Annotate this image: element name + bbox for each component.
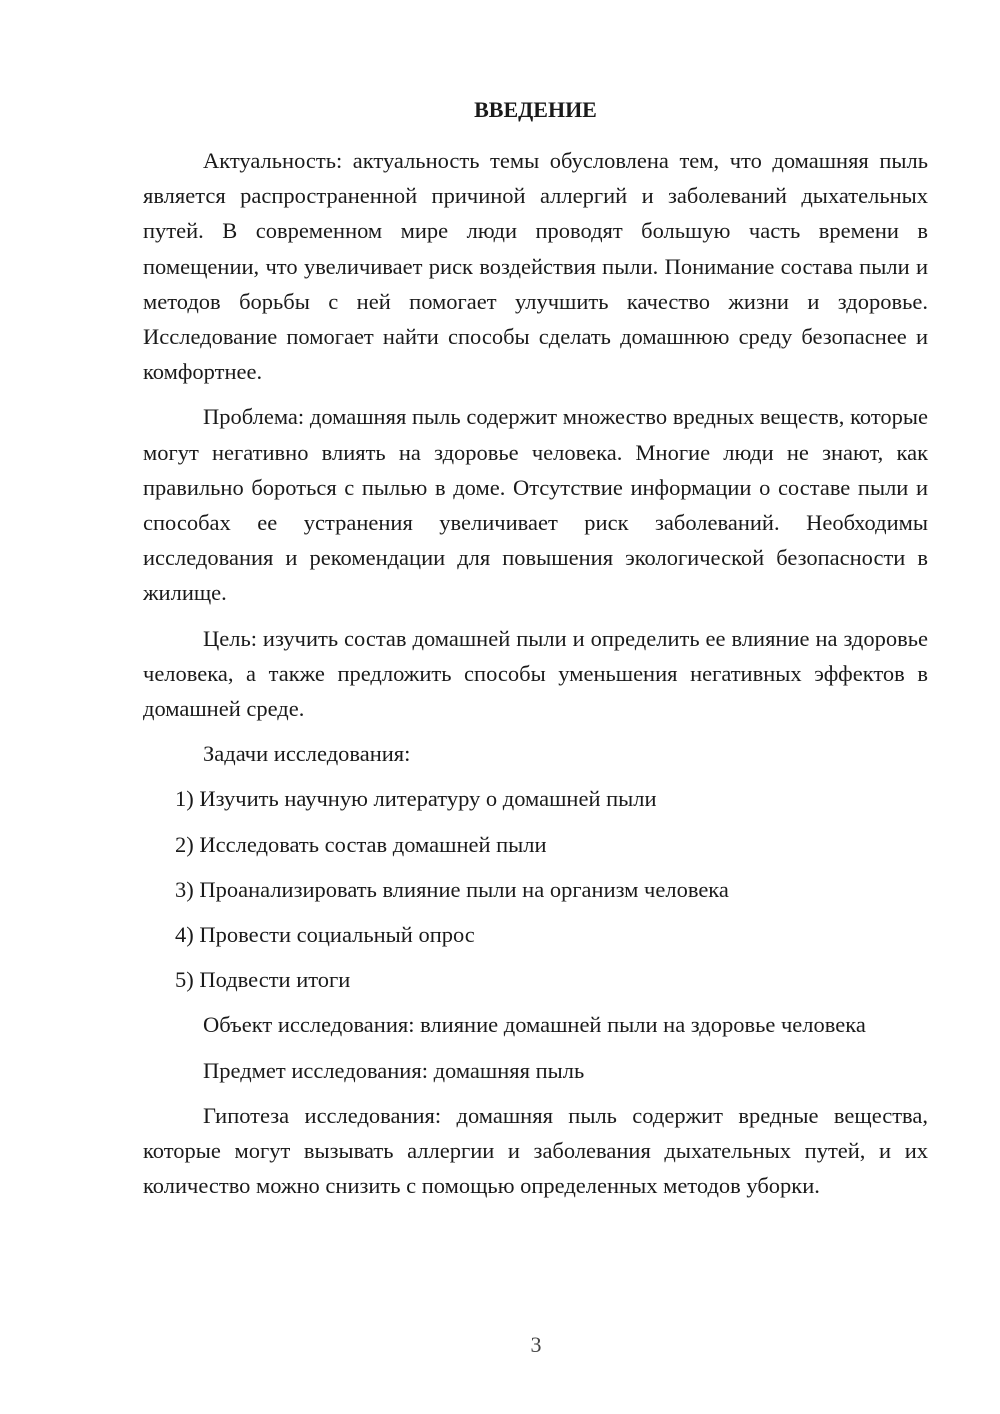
object-paragraph: Объект исследования: влияние домашней пыли на здоровье человека	[203, 1012, 866, 1038]
task-item: 1) Изучить научную литературу о домашней пыли	[175, 786, 657, 812]
document-page	[143, 93, 928, 1213]
relevance-paragraph: Актуальность: актуальность темы обусловлена тем, что домашняя пыль является распространенной причиной аллергий и заболеваний дыхательных путей. В современном мире люди проводят большую часть времени в помещении, что увеличивает риск воздействия пыли. Понимание состава пыли и методов борьбы с ней помогает улучшить качество жизни и здоровье. Исследование помогает найти способы сделать домашнюю среду безопаснее и комфортнее.	[143, 148, 928, 385]
problem-paragraph: Проблема: домашняя пыль содержит множество вредных веществ, которые могут негативно влиять на здоровье человека. Многие люди не знают, как правильно бороться с пылью в доме. Отсутствие информации о составе пыли и способах ее устранения увеличивает риск заболеваний. Необходимы исследования и рекомендации для повышения экологической безопасности в жилище.	[143, 404, 928, 606]
goal-paragraph: Цель: изучить состав домашней пыли и определить ее влияние на здоровье человека, а также предложить способы уменьшения негативных эффектов в домашней среде.	[143, 625, 928, 722]
tasks-list	[143, 781, 928, 997]
tasks-title: Задачи исследования:	[203, 741, 411, 767]
task-item: 5) Подвести итоги	[175, 967, 351, 993]
task-item: 3) Проанализировать влияние пыли на организм человека	[175, 876, 729, 902]
page-number: 3	[530, 1332, 542, 1357]
hypothesis-paragraph: Гипотеза исследования: домашняя пыль содержит вредные вещества, которые могут вызывать аллергии и заболевания дыхательных путей, и их количество можно снизить с помощью определенных методов уборки.	[143, 1102, 928, 1199]
section-heading: ВВЕДЕНИЕ	[474, 97, 597, 122]
subject-paragraph: Предмет исследования: домашняя пыль	[203, 1057, 585, 1083]
task-item: 2) Исследовать состав домашней пыли	[175, 831, 547, 857]
task-item: 4) Провести социальный опрос	[175, 922, 475, 948]
